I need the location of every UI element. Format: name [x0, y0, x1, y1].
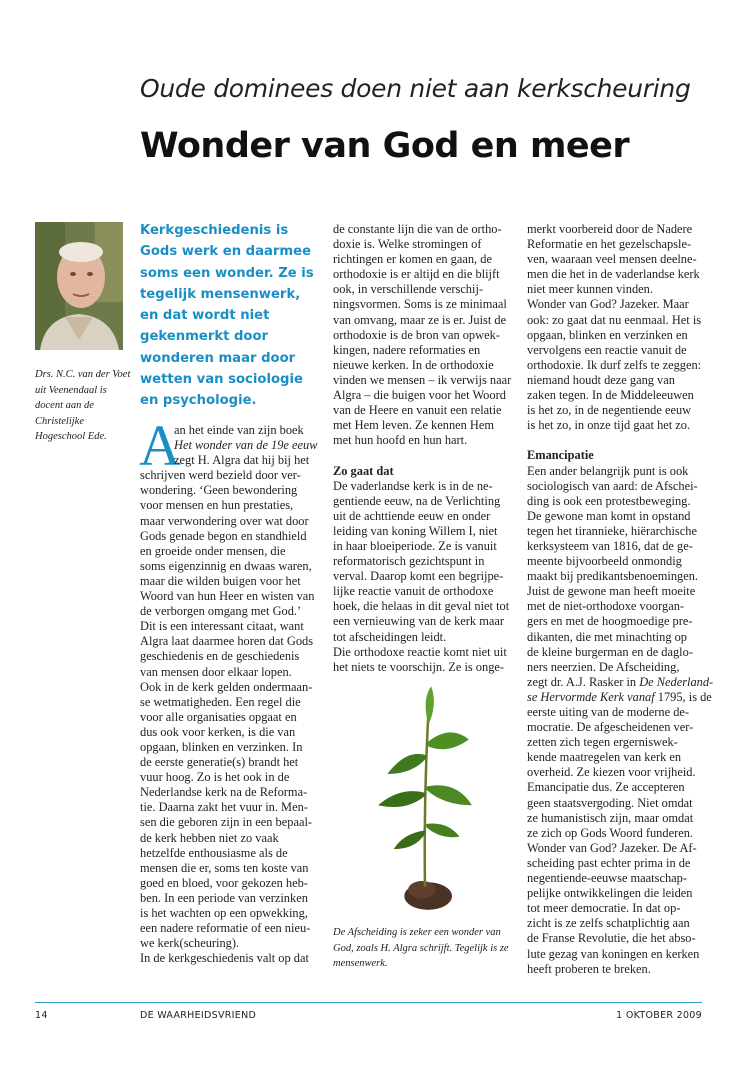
text-line: zetten zich tegen ergerniswek- [527, 735, 678, 750]
text-line: niet meer kunnen vinden. [527, 282, 653, 297]
text-line: Die orthodoxe reactie komt niet uit [333, 644, 507, 659]
text-line: an het einde van zijn boek [174, 423, 304, 437]
text-line: hetzelfde enthousiasme als de [140, 845, 288, 860]
text-line: sen die geboren zijn in een bepaal- [140, 815, 313, 830]
text-line: vinden we mensen – ik verwijs naar [333, 372, 512, 387]
text-line: kerksysteem van 1816, dat de ge- [527, 538, 693, 553]
text-line: is het wachten op een opwekking, [140, 906, 308, 920]
text-line: kende maatregelen van kerk en [527, 750, 682, 765]
text-line: Een ander belangrijk punt is ook [527, 463, 689, 478]
text-line: eerste uiting van de moderne de- [527, 705, 690, 719]
text-line [333, 448, 521, 463]
body-column-2 [333, 222, 521, 675]
text-line: de kerk hebben niet zo vaak [140, 830, 279, 845]
image-caption: De Afscheiding is zeker een wonder van God, zoals H. Algra schrijft. Tegelijk is ze mensenwerk. [333, 927, 509, 969]
section-heading: Emancipatie [527, 448, 594, 463]
text-line: orthodoxie. Ik durf zelfs te zeggen: [527, 357, 702, 372]
text-line [527, 690, 715, 705]
body-column-3 [527, 222, 715, 977]
text-line: reformatorisch gezichtspunt in [333, 554, 485, 569]
text-line: maar verwondering over wat door [140, 513, 309, 528]
text-line [140, 438, 328, 453]
page-number: 14 [35, 1010, 48, 1021]
text-line: met de niet-orthodoxe voorgan- [527, 599, 685, 614]
text-line: met hun hoofd en hun hart. [333, 433, 468, 448]
text-line: voor mensen en hun prestaties, [140, 498, 294, 513]
text-line: Gods genade begon en standhield [140, 528, 307, 543]
text-line: dus ook voor kerken, is die van [140, 724, 296, 739]
text-line [527, 433, 715, 448]
text-line: van mensen door elkaar lopen. [140, 664, 292, 679]
text-line: doxie is. Welke stromingen of [333, 237, 482, 252]
text-line: wondering. ‘Geen bewondering [140, 483, 298, 498]
text-line: maar die wilden buigen voor het [140, 573, 301, 588]
seedling-image [340, 680, 510, 918]
text-line: de eerste generatie(s) brandt het [140, 755, 299, 770]
text-line: orthodoxie is er altijd en die blijft [333, 267, 500, 282]
text-line: pelijke ontwikkelingen die leiden [527, 886, 693, 901]
text-line: ze zich op Gods Woord funderen. [527, 825, 693, 840]
text-fragment: 1795, is de [654, 689, 712, 704]
text-line: van omvang, maar ze is er. Juist de [333, 312, 507, 327]
text-line: van de Heere en vanuit een relatie [333, 403, 502, 418]
text-line: opgaan, blinken en verzinken. In [140, 739, 303, 754]
text-line: gentiende eeuw, na de Verlichting [333, 493, 501, 508]
text-line: De gewone man komt in opstand [527, 508, 691, 523]
text-line: meente bijvoorbeeld onmondig [527, 554, 682, 569]
italic-title: se Hervormde Kerk vanaf [527, 689, 655, 704]
body-column-1 [139, 413, 328, 966]
text-line [527, 675, 715, 690]
text-line: ze humanistisch zijn, maar omdat [527, 810, 694, 825]
text-line: goed en bloed, voor gekozen heb- [140, 875, 308, 890]
text-line: schrijven werd bezield door ver- [140, 468, 301, 483]
text-line: gers en met de hoogmoedige pre- [527, 614, 693, 629]
issue-date: 1 OKTOBER 2009 [616, 1010, 702, 1021]
text-line: vuur hoog. Zo is het ook in de [140, 770, 290, 785]
text-line: de kleine burgerman en de daglo- [527, 644, 693, 659]
text-line: tot meer democratie. In dat op- [527, 901, 681, 916]
text-line: vervolgens een reactie vanuit de [527, 342, 687, 357]
text-line: negentiende-eeuwse maatschap- [527, 871, 687, 886]
text-line: Algra laat daarmee horen dat Gods [140, 634, 314, 649]
text-line: lijke reactie vanuit de orthodoxe [333, 584, 494, 599]
text-line: lute gezag van koningen en kerken [527, 946, 700, 961]
text-line: leiding van koning Willem I, niet [333, 523, 498, 538]
text-fragment: zegt dr. A.J. Rasker in [527, 674, 640, 689]
text-line: een nadere reformatie of een nieu- [140, 921, 311, 936]
text-line: merkt voorbereid door de Nadere [527, 222, 693, 236]
text-line: ook: zo gaat dat nu eenmaal. Het is [527, 312, 702, 327]
text-line: scheiding past echter prima in de [527, 855, 691, 870]
text-line: verval. Daarop komt een begrijpe- [333, 569, 504, 584]
text-line: het niets te voorschijn. Ze is onge- [333, 659, 505, 674]
text-line: ners neerzien. De Afscheiding, [527, 659, 680, 674]
article-kicker: Oude dominees doen niet aan kerkscheuring [140, 74, 691, 103]
article-title: Wonder van God en meer [140, 126, 630, 166]
text-line: ding is ook een protestbeweging. [527, 493, 691, 508]
text-line: Juist de gewone man heeft moeite [527, 584, 696, 599]
text-line: zicht is ze zelfs schatplichtig aan [527, 916, 690, 931]
text-line: se wetmatigheden. Een regel die [140, 694, 301, 709]
text-line: orthodoxie is de bron van opwek- [333, 327, 500, 342]
text-line: uit de achttiende eeuw en onder [333, 508, 491, 523]
text-line: is het zo, in de negentiende eeuw [527, 403, 692, 418]
text-line: De vaderlandse kerk is in de ne- [333, 478, 493, 493]
italic-title: De Nederland- [639, 674, 714, 689]
text-line: nieuwe kerken. In de orthodoxie [333, 357, 494, 372]
text-line: de constante lijn die van de ortho- [333, 222, 502, 236]
text-line: mensen die er, soms ten koste van [140, 860, 309, 875]
footer-divider [35, 1002, 702, 1003]
text-line: soms eigenzinnig en dwaas waren, [140, 558, 312, 573]
text-line: richtingen er komen en gaan, de [333, 252, 492, 267]
text-line: Nederlandse kerk na de Reforma- [140, 785, 308, 800]
text-line: niemand houdt deze gang van [527, 372, 675, 387]
text-line: zegt H. Algra dat hij bij het [174, 453, 310, 468]
text-line: dikanten, die met minachting op [527, 629, 688, 644]
section-heading: Zo gaat dat [333, 463, 394, 478]
text-line: zaken tegen. In de Middeleeuwen [527, 388, 694, 403]
text-line: Dit is een interessant citaat, want [140, 619, 304, 634]
publication-name: DE WAARHEIDSVRIEND [140, 1010, 257, 1021]
text-line: hoek, die helaas in dit geval niet tot [333, 599, 510, 614]
text-line: tie. Daarna zakt het vuur in. Men- [140, 800, 308, 815]
text-line: Woord van hun Heer en wisten van [140, 589, 315, 604]
text-line: Algra – die buigen voor het Woord [333, 388, 506, 403]
text-line: mocratie. De afgescheidenen ver- [527, 720, 694, 735]
text-line: de verborgen omgang met God.’ [140, 604, 302, 619]
text-line: Reformatie en het gezelschapsle- [527, 237, 692, 252]
text-line: ben. In een periode van verzinken [140, 890, 308, 905]
text-line: ven, waaraan veel mensen deelne- [527, 252, 697, 267]
drop-cap: A [139, 413, 181, 478]
text-line: geen staatsvergoding. Niet omdat [527, 795, 693, 810]
text-line: In de kerkgeschiedenis valt op dat [140, 951, 309, 966]
text-line: geschiedenis en de geschiedenis [140, 649, 300, 664]
text-line: ningsvormen. Soms is ze minimaal [333, 297, 507, 312]
text-line: heeft proberen te breken. [527, 961, 651, 976]
text-line: tot afscheidingen leidt. [333, 629, 447, 644]
text-line: ook, in verschillende verschij- [333, 282, 484, 297]
text-line: met Hem leven. Ze kennen Hem [333, 418, 495, 433]
text-line: Ook in de kerk gelden ondermaan- [140, 679, 313, 694]
text-line: kingen, nadere reformaties en [333, 342, 481, 357]
text-line: sociologisch van aard: de Afschei- [527, 478, 698, 493]
text-line: is het zo, in onze tijd gaat het zo. [527, 418, 691, 433]
text-line: we kerk(scheuring). [140, 936, 240, 951]
text-line: Wonder van God? Jazeker. De Af- [527, 840, 697, 855]
text-line: in haar bloeiperiode. Ze is vanuit [333, 538, 497, 553]
text-line: tegen het tirannieke, hiërarchische [527, 523, 697, 538]
text-line: de Franse Revolutie, die het abso- [527, 931, 696, 946]
text-line: overheid. Ze kiezen voor vrijheid. [527, 765, 696, 780]
text-line: men die het in de vaderlandse kerk [527, 267, 700, 282]
italic-title: Het wonder van de 19e eeuw [174, 438, 318, 453]
author-caption: Drs. N.C. van der Voet uit Veenendaal is docent aan de Christelijke Hogeschool Ede. [35, 369, 131, 442]
text-line: maakt bij predikantsbenoemingen. [527, 569, 699, 584]
text-line: Emancipatie dus. Ze accepteren [527, 780, 685, 795]
intro-lead: Kerkgeschiedenis is Gods werk en daarmee soms een wonder. Ze is tegelijk mensenwerk, en dat wordt niet gekenmerkt door wonderen maar door wetten van sociologie en psychologie. [140, 223, 314, 409]
text-line: en groeide onder mensen, die [140, 543, 286, 558]
text-line: een vernieuwing van de kerk maar [333, 614, 504, 629]
text-line: opgaan, blinken en verzinken en [527, 327, 688, 342]
text-line: voor alle organisaties opgaat en [140, 709, 297, 724]
text-line: Wonder van God? Jazeker. Maar [527, 297, 689, 312]
author-photo [35, 222, 123, 350]
